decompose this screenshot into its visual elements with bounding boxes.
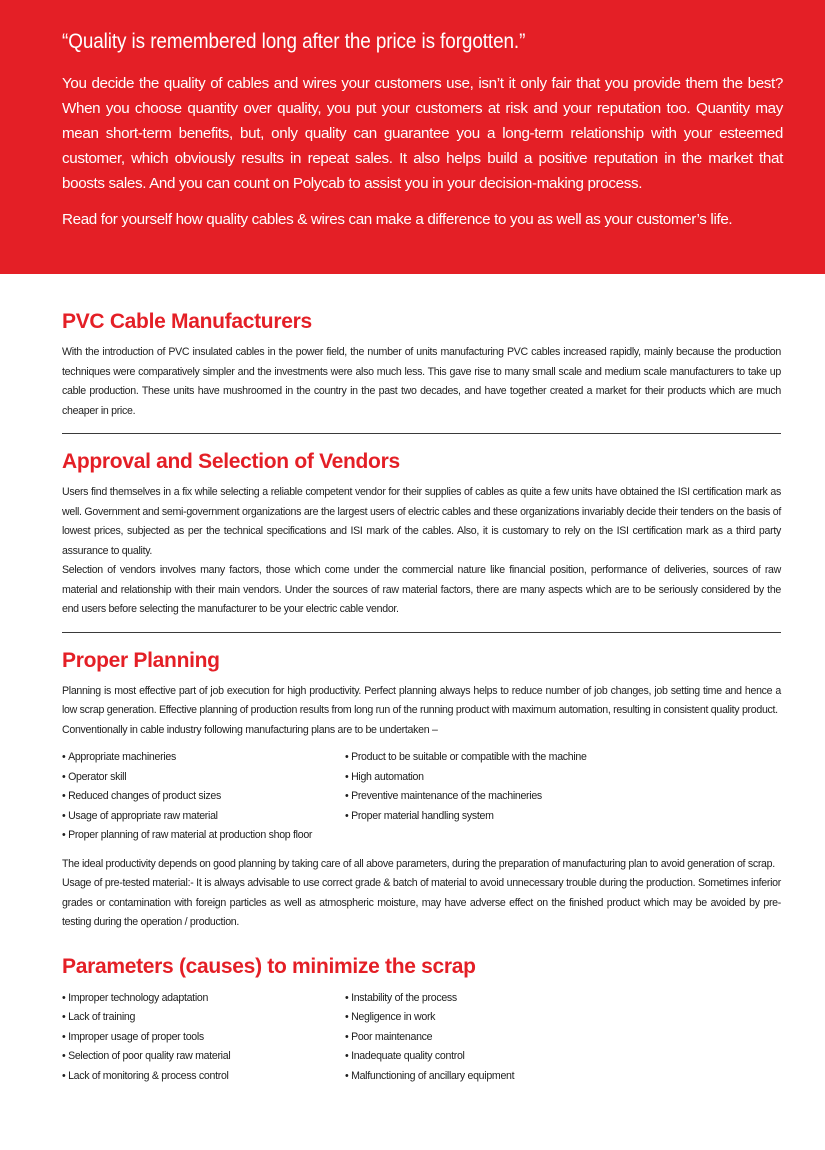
section-proper-planning — [62, 647, 781, 933]
list-item: • Proper planning of raw material at production shop floor — [62, 826, 345, 846]
banner-quote: “Quality is remembered long after the price is forgotten.” — [62, 30, 526, 53]
list-item: • Product to be suitable or compatible with the machine — [345, 748, 587, 768]
list-item: • Operator skill — [62, 768, 345, 788]
list-item: • Malfunctioning of ancillary equipment — [345, 1067, 514, 1087]
bullet-list-left — [62, 989, 345, 1087]
section-body: Usage of pre-tested material:- It is always advisable to use correct grade & batch of material to avoid unnecessary trouble during the production. Sometimes inferior grades or contamination with foreign particles as well as atmospheric moisture, may have adverse effect on the finished product which may be avoided by pre-testing during the operation / production. — [62, 877, 781, 928]
banner-paragraph-closing: Read for yourself how quality cables & wires can make a difference to you as well as your customer’s life. — [62, 211, 733, 228]
section-body: Conventionally in cable industry following manufacturing plans are to be undertaken – — [62, 723, 438, 736]
section-parameters-minimize-scrap — [62, 953, 781, 1087]
list-item: • High automation — [345, 768, 587, 788]
section-title: Proper Planning — [62, 648, 220, 672]
list-item: • Lack of monitoring & process control — [62, 1067, 345, 1087]
section-divider — [62, 433, 781, 434]
quote-banner — [0, 0, 825, 274]
article-content — [62, 308, 781, 1086]
list-item: • Instability of the process — [345, 989, 514, 1009]
list-item: • Usage of appropriate raw material — [62, 807, 345, 827]
section-body: With the introduction of PVC insulated cables in the power field, the number of units manufacturing PVC cables increased rapidly, mainly because the production techniques were comparatively simpler and the investments were also much less. This gave rise to many small scale and medium scale manufacturers to take up cable production. These units have mushroomed in the country in the past two decades, and have together created a market for their products which are much cheaper in price. — [62, 346, 781, 417]
section-title: Approval and Selection of Vendors — [62, 450, 400, 473]
section-pvc-cable-manufacturers — [62, 308, 781, 421]
section-divider — [62, 632, 781, 633]
list-item: • Negligence in work — [345, 1008, 514, 1028]
section-title: PVC Cable Manufacturers — [62, 310, 312, 333]
list-item: • Appropriate machineries — [62, 748, 345, 768]
list-item: • Improper usage of proper tools — [62, 1028, 345, 1048]
section-body: Users find themselves in a fix while selecting a reliable competent vendor for their supplies of cables as quite a few units have obtained the ISI certification mark as well. Government and semi-government organizations are the largest users of electric cables and these organizations invariably decide their tenders on the basis of lowest prices, subjected as per the technical specifications and ISI mark of the cables. Also, it is customary to rely on the ISI certification mark as a third party assurance to quality. — [62, 486, 781, 557]
list-item: • Preventive maintenance of the machineries — [345, 787, 587, 807]
section-body: The ideal productivity depends on good planning by taking care of all above parameters, during the preparation of manufacturing plan to avoid generation of scrap. — [62, 857, 775, 870]
bullet-list-right — [345, 748, 587, 846]
banner-paragraph: You decide the quality of cables and wires your customers use, isn’t it only fair that you provide them the best? When you choose quantity over quality, you put your customers at risk and your reputation too. Quantity may mean short-term benefits, but, only quality can guarantee you a long-term relationship with your esteemed customer, which obviously results in repeat sales. It also helps build a positive reputation in the market that boosts sales. And you can count on Polycab to assist you in your decision-making process. — [62, 75, 783, 192]
scrap-causes-list — [62, 989, 781, 1087]
list-item: • Selection of poor quality raw material — [62, 1047, 345, 1067]
list-item: • Inadequate quality control — [345, 1047, 514, 1067]
list-item: • Proper material handling system — [345, 807, 587, 827]
list-item: • Reduced changes of product sizes — [62, 787, 345, 807]
bullet-list-right — [345, 989, 514, 1087]
bullet-list-left — [62, 748, 345, 846]
list-item: • Lack of training — [62, 1008, 345, 1028]
section-body: Selection of vendors involves many factors, those which come under the commercial nature like financial position, performance of deliveries, sources of raw material and relationship with their main vendors. Under the sources of raw material factors, there are many aspects which are to be seriously considered by the end users before selecting the manufacturer to be your electric cable vendor. — [62, 564, 781, 615]
section-title: Parameters (causes) to minimize the scrap — [62, 954, 476, 978]
list-item: • Improper technology adaptation — [62, 989, 345, 1009]
section-body: Planning is most effective part of job execution for high productivity. Perfect planning always helps to reduce number of job changes, job setting time and hence a low scrap generation. Effective planning of production results from long run of the running product with maximum automation, resulting in consistent quality product. — [62, 684, 781, 716]
list-item: • Poor maintenance — [345, 1028, 514, 1048]
manufacturing-plans-list — [62, 748, 781, 846]
section-approval-selection-vendors — [62, 448, 781, 620]
